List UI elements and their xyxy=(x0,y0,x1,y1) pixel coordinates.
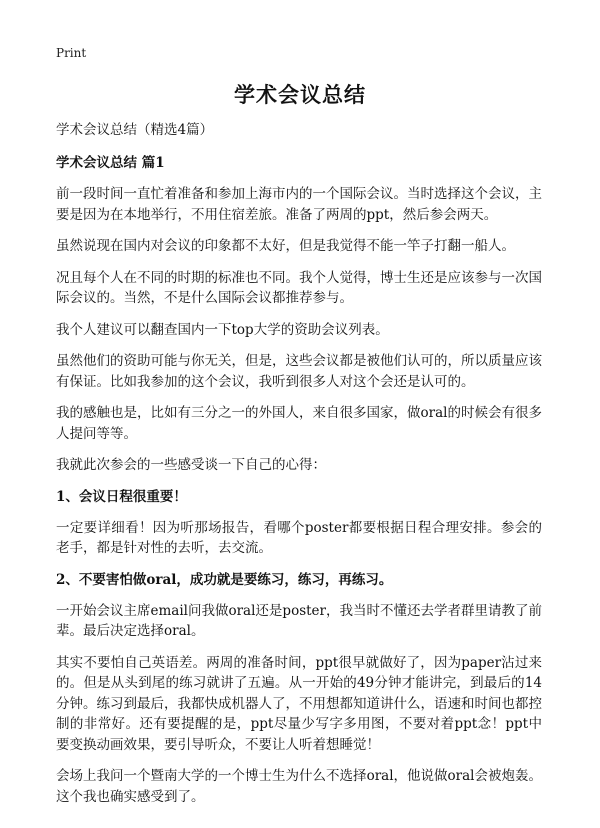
document-body xyxy=(56,120,542,818)
point-heading: 2、不要害怕做oral，成功就是要练习，练习，再练习。 xyxy=(56,571,393,588)
paragraph: 一开始会议主席email问我做oral还是poster，我当时不懂还去学者群里请教了前辈。最后决定选择oral。 xyxy=(56,602,542,639)
document-subtitle: 学术会议总结（精选4篇） xyxy=(56,122,214,138)
paragraph: 会场上我问一个暨南大学的一个博士生为什么不选择oral，他说做oral会被炮轰。这个我也确实感受到了。 xyxy=(56,768,542,805)
paragraph: 一定要详细看！因为听那场报告，看哪个poster都要根据日程合理安排。参会的老手，都是针对性的去听，去交流。 xyxy=(56,519,542,556)
paragraph: 况且每个人在不同的时期的标准也不同。我个人觉得，博士生还是应该参与一次国际会议的。当然，不是什么国际会议都推荐参与。 xyxy=(56,269,542,306)
paragraph: 虽然说现在国内对会议的印象都不太好，但是我觉得不能一竿子打翻一船人。 xyxy=(56,238,515,254)
paragraph: 我就此次参会的一些感受谈一下自己的心得： xyxy=(56,457,326,473)
paragraph: 我个人建议可以翻查国内一下top大学的资助会议列表。 xyxy=(56,321,389,338)
paragraph: 虽然他们的资助可能与你无关，但是，这些会议都是被他们认可的，所以质量应该有保证。比如我参加的这个会议，我听到很多人对这个会还是认可的。 xyxy=(56,353,542,390)
print-label: Print xyxy=(56,46,87,60)
paragraph: 前一段时间一直忙着准备和参加上海市内的一个国际会议。当时选择这个会议，主要是因为在本地举行，不用住宿差旅。准备了两周的ppt，然后参会两天。 xyxy=(56,186,542,223)
paragraph: 其实不要怕自己英语差。两周的准备时间，ppt很早就做好了，因为paper沾过来的。但是从头到尾的练习就讲了五遍。从一开始的49分钟才能讲完，到最后的14分钟。练习到最后，我都快成机器人了，不用想都知道讲什么，语速和时间也都控制的非常好。还有要提醒的是，ppt尽量少写字多用图，不要对着ppt念！ppt中要变换动画效果，要引导听众，不要让人听着想睡觉！ xyxy=(56,654,542,753)
point-heading: 1、会议日程很重要！ xyxy=(56,488,187,505)
section-heading: 学术会议总结 篇1 xyxy=(56,155,165,171)
paragraph: 我的感触也是，比如有三分之一的外国人，来自很多国家，做oral的时候会有很多人提问等等。 xyxy=(56,405,542,442)
document-title: 学术会议总结 xyxy=(234,82,366,107)
